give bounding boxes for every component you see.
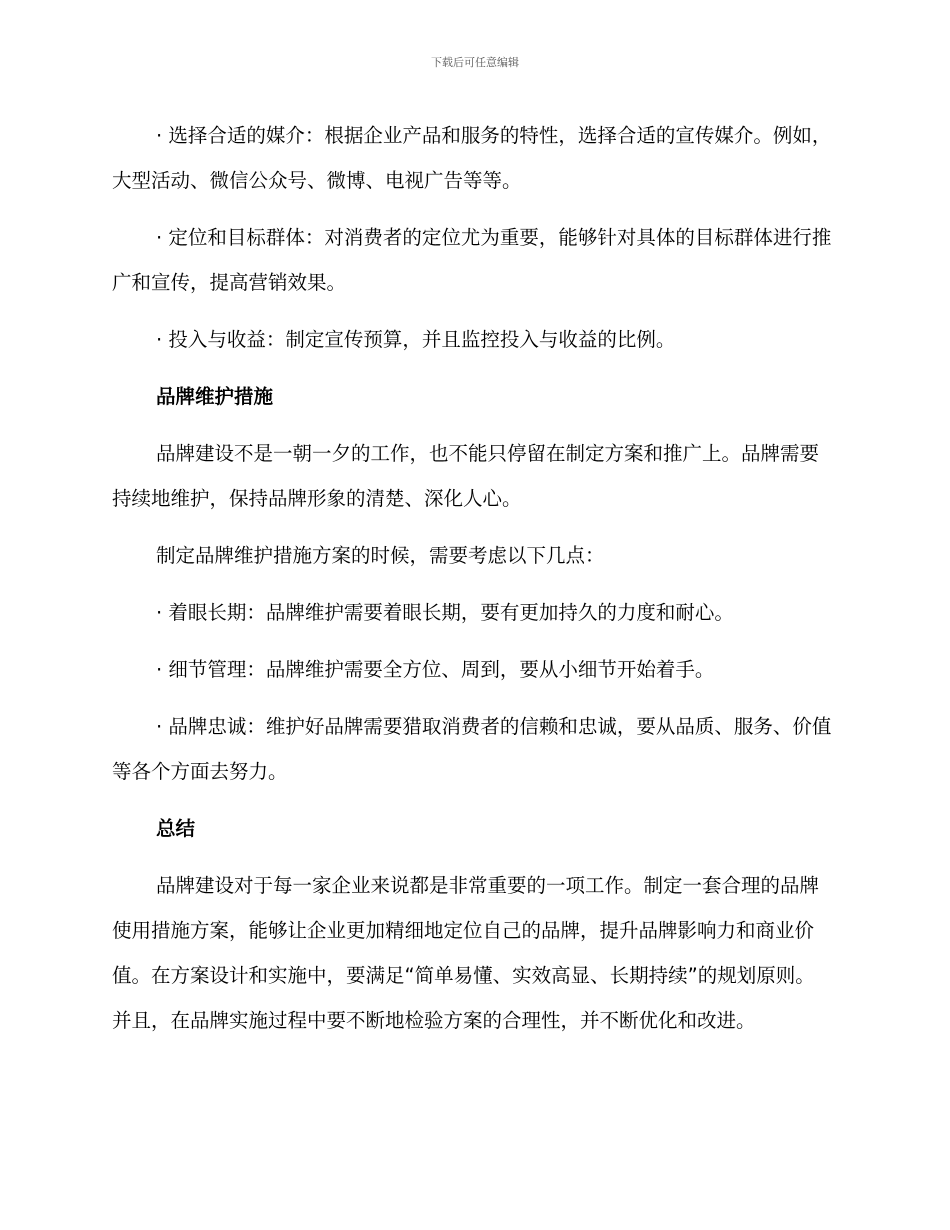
paragraph-maintenance-intro: 品牌建设不是一朝一夕的工作，也不能只停留在制定方案和推广上。品牌需要持续地维护，保持品牌形象的清楚、深化人心。: [112, 442, 820, 510]
bullet-detail-management: · 细节管理：品牌维护需要全方位、周到，要从小细节开始着手。: [156, 658, 715, 681]
document-body: [112, 113, 832, 1055]
bullet-long-term: · 着眼长期：品牌维护需要着眼长期，要有更加持久的力度和耐心。: [156, 601, 734, 624]
bullet-media: · 选择合适的媒介：根据企业产品和服务的特性，选择合适的宣传媒介。例如，大型活动、微信公众号、微博、电视广告等等。: [112, 124, 832, 192]
bullet-investment-return: · 投入与收益：制定宣传预算，并且监控投入与收益的比例。: [156, 328, 676, 351]
page-header: 下载后可任意编辑: [431, 56, 519, 69]
heading-summary: 总结: [156, 817, 196, 840]
heading-brand-maintenance: 品牌维护措施: [156, 385, 274, 408]
paragraph-maintenance-points: 制定品牌维护措施方案的时候，需要考虑以下几点：: [156, 544, 605, 567]
bullet-target-audience: · 定位和目标群体：对消费者的定位尤为重要，能够针对具体的目标群体进行推广和宣传，提高营销效果。: [112, 226, 832, 294]
bullet-brand-loyalty: · 品牌忠诚：维护好品牌需要猎取消费者的信赖和忠诚，要从品质、服务、价值等各个方面去努力。: [112, 715, 832, 783]
paragraph-summary: 品牌建设对于每一家企业来说都是非常重要的一项工作。制定一套合理的品牌使用措施方案，能够让企业更加精细地定位自己的品牌，提升品牌影响力和商业价值。在方案设计和实施中，要满足“简单易懂、实效高显、长期持续”的规划原则。并且，在品牌实施过程中要不断地检验方案的合理性，并不断优化和改进。: [112, 874, 820, 1032]
